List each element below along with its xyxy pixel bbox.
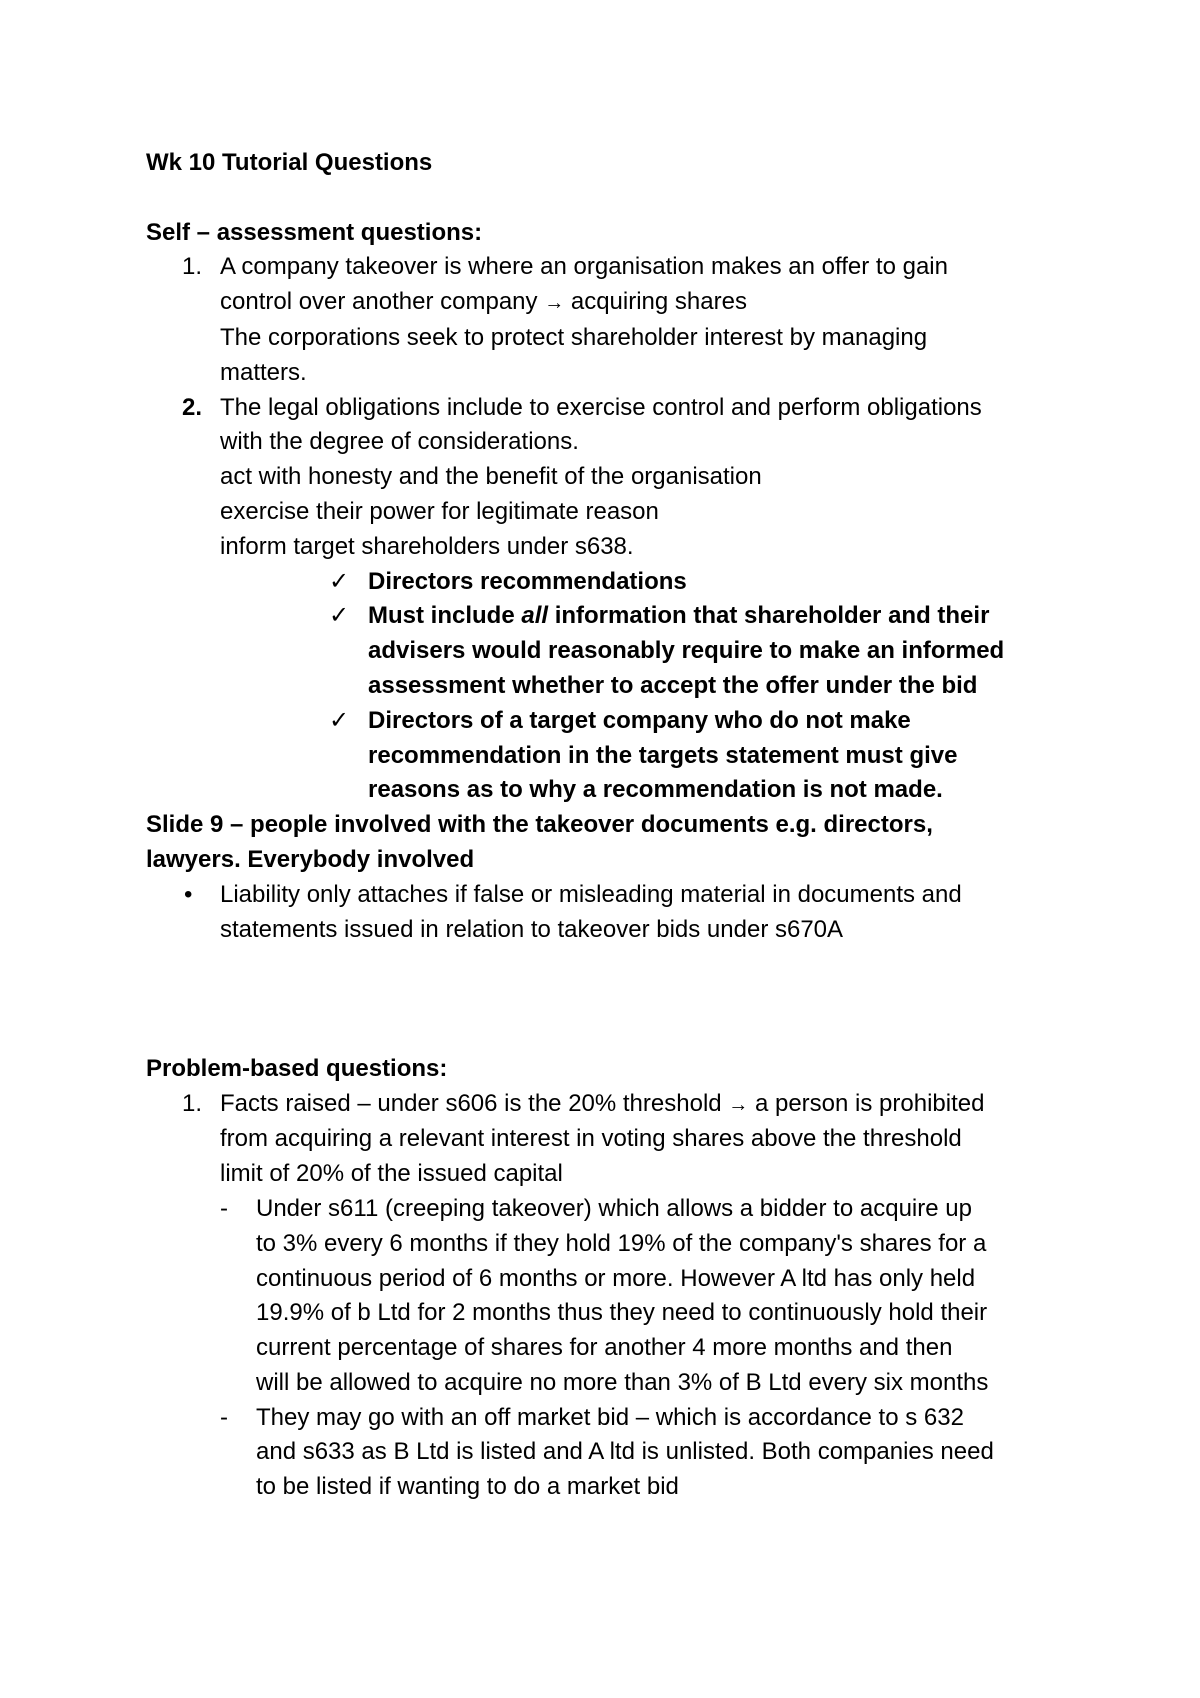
checkmark-icon: ✓ (329, 567, 350, 595)
self-assessment-heading: Self – assessment questions: (146, 218, 483, 246)
slide9-line2: lawyers. Everybody involved (146, 845, 475, 873)
pb-q1-line3: limit of 20% of the issued capital (220, 1160, 563, 1188)
sa-q1-text: A company takeover is where an organisation makes an offer to gain (220, 253, 948, 281)
bullet-item (146, 878, 1066, 913)
sa-q1-line2 (146, 285, 1066, 321)
bullet-item-line2: statements issued in relation to takeover bids under s670A (220, 915, 844, 943)
pb-q1-line2: from acquiring a relevant interest in voting shares above the threshold (220, 1125, 962, 1153)
dash-marker: - (220, 1194, 228, 1222)
dash-item-1-line3: continuous period of 6 months or more. However A ltd has only held (256, 1264, 976, 1292)
check-item-2 (146, 599, 1066, 634)
dash-item-2 (146, 1401, 1066, 1436)
bullet-icon: • (184, 880, 193, 908)
dash-item-1-line6: will be allowed to acquire no more than 3% of B Ltd every six months (256, 1368, 989, 1396)
sa-q2-number: 2. (182, 393, 203, 421)
page-title: Wk 10 Tutorial Questions (146, 149, 433, 176)
document-body (146, 146, 1066, 1505)
right-arrow-icon: → (544, 292, 565, 315)
sa-q2-line5: inform target shareholders under s638. (220, 532, 634, 560)
dash-item-1 (146, 1192, 1066, 1227)
sa-q2-line1 (146, 391, 1066, 426)
sa-q2-text: The legal obligations include to exercise control and perform obligations (220, 393, 982, 421)
dash-item-text: They may go with an off market bid – which is accordance to s 632 (256, 1403, 964, 1431)
sa-q1-text-a: control over another company (220, 288, 538, 316)
sa-q2-line2: with the degree of considerations. (220, 428, 579, 456)
check-item-3-line2: recommendation in the targets statement must give (368, 741, 958, 769)
pb-q1-number: 1. (182, 1089, 203, 1117)
check-item-text: Directors of a target company who do not make (368, 706, 911, 734)
check-item-emphasis: all (521, 602, 549, 630)
spacer (146, 947, 1066, 1051)
pb-q1-text-b: a person is prohibited (754, 1089, 985, 1117)
slide9-line1: Slide 9 – people involved with the takeover documents e.g. directors, (146, 811, 933, 839)
dash-marker: - (220, 1403, 228, 1431)
check-item-text: information that shareholder and their (548, 602, 990, 630)
problem-based-heading: Problem-based questions: (146, 1054, 448, 1082)
dash-item-2-line2: and s633 as B Ltd is listed and A ltd is unlisted. Both companies need (256, 1438, 994, 1466)
check-item-2-line3: assessment whether to accept the offer under the bid (368, 671, 978, 699)
checkmark-icon: ✓ (329, 602, 350, 630)
sa-q1-line3: The corporations seek to protect shareholder interest by managing (220, 323, 928, 351)
bullet-text: Liability only attaches if false or misleading material in documents and (220, 880, 962, 908)
dash-item-text: Under s611 (creeping takeover) which allows a bidder to acquire up (256, 1194, 972, 1222)
pb-q1-line1 (146, 1087, 1066, 1123)
dash-item-1-line5: current percentage of shares for another 4 more months and then (256, 1334, 953, 1362)
dash-item-1-line2: to 3% every 6 months if they hold 19% of the company's shares for a (256, 1229, 987, 1257)
sa-q1-line1 (146, 250, 1066, 285)
spacer (146, 181, 1066, 216)
check-item-3-line3: reasons as to why a recommendation is not made. (368, 776, 943, 804)
check-item-1 (146, 565, 1066, 600)
sa-q1-text-b: acquiring shares (570, 288, 747, 316)
sa-q1-line4: matters. (220, 358, 307, 386)
sa-q2-line3: act with honesty and the benefit of the organisation (220, 463, 762, 491)
check-item-3 (146, 704, 1066, 739)
sa-q1-number: 1. (182, 253, 203, 281)
check-item-2-line2: advisers would reasonably require to make an informed (368, 637, 1005, 665)
dash-item-1-line4: 19.9% of b Ltd for 2 months thus they need to continuously hold their (256, 1299, 988, 1327)
dash-item-2-line3: to be listed if wanting to do a market bid (256, 1473, 679, 1501)
check-item-text: Directors recommendations (368, 567, 687, 595)
right-arrow-icon: → (728, 1093, 749, 1116)
pb-q1-text-a: Facts raised – under s606 is the 20% threshold (220, 1089, 722, 1117)
sa-q2-line4: exercise their power for legitimate reason (220, 497, 659, 525)
checkmark-icon: ✓ (329, 706, 350, 734)
check-item-text: Must include (368, 602, 522, 630)
